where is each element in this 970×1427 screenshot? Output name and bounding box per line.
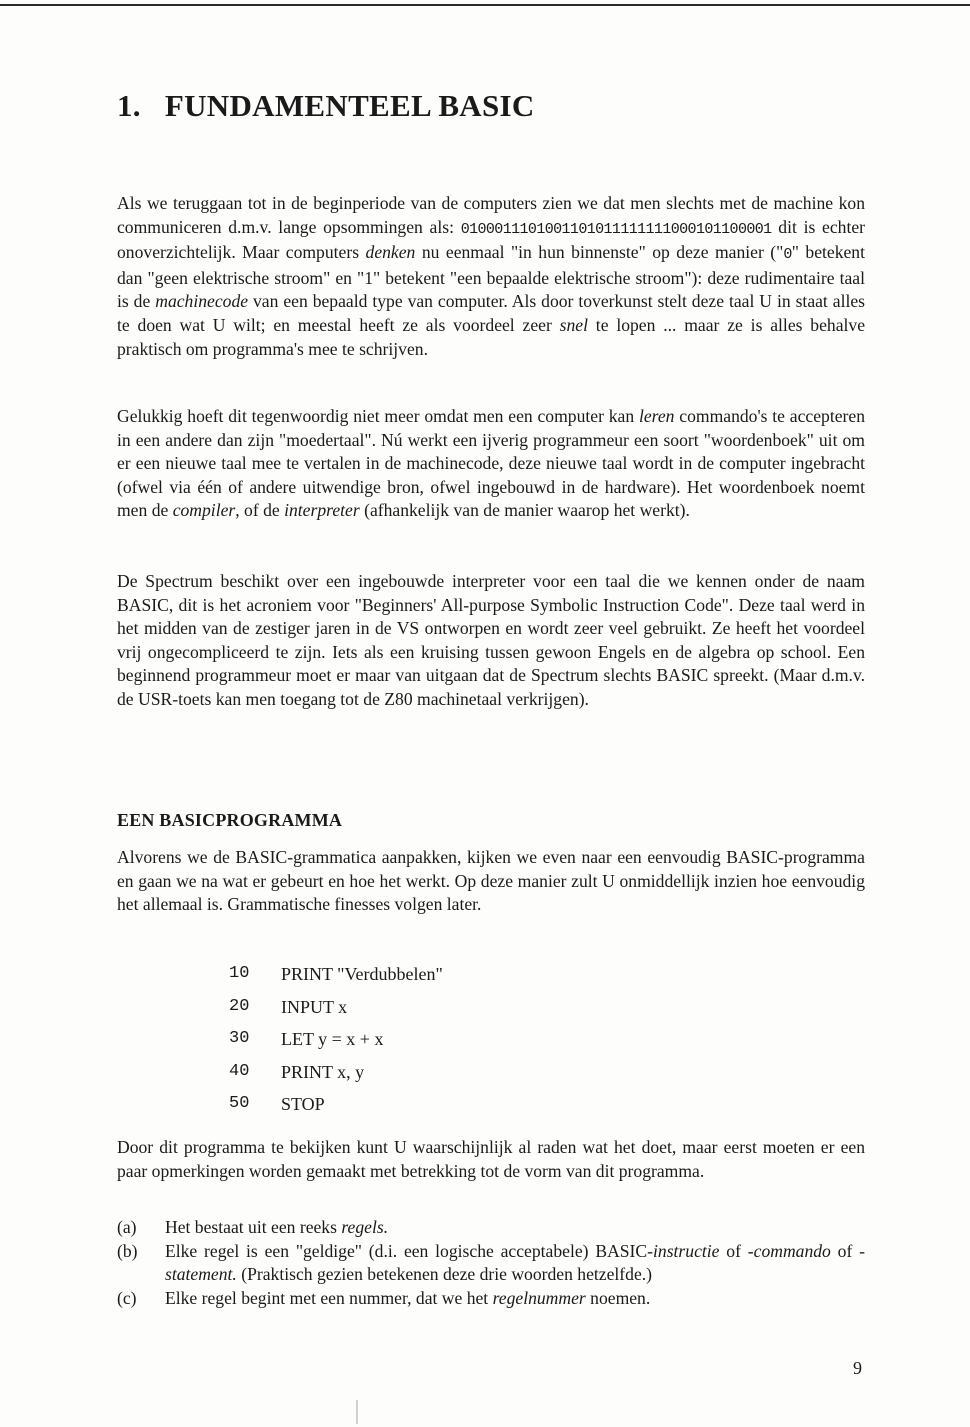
text-run: (Praktisch gezien betekenen deze drie woorden hetzelfde.) [236,1264,653,1285]
binary-example: 0100011101001101011111111000101100001 [460,220,772,238]
line-number: 50 [229,1094,250,1114]
emphasis-interpreter: interpreter [284,500,360,521]
emphasis-machinecode: machinecode [155,291,249,312]
list-marker: (b) [117,1240,138,1261]
basic-program-listing [229,964,443,1127]
chapter-number: 1. [117,88,141,123]
text-run: (afhankelijk van de manier waarop het werkt). [359,500,690,521]
text-run: Elke regel begint met een nummer, dat we het [165,1287,493,1308]
line-number: 20 [229,996,250,1016]
zero-digit: 0 [783,246,792,264]
text-run: Het bestaat uit een reeks [165,1217,342,1237]
text-run: Elke regel is een "geldige" (d.i. een logische acceptabele) BASIC- [165,1240,654,1261]
code-statement: INPUT x [281,996,348,1017]
line-number: 40 [229,1061,250,1081]
code-statement: STOP [281,1094,325,1115]
text-run: , of de [235,500,285,521]
code-statement: PRINT x, y [281,1061,365,1082]
remarks-list [117,1216,865,1310]
list-item [117,1216,865,1240]
text-run: commando's te accepteren in een andere dan zijn "moedertaal". Nú werkt een ijverig programmeur een soort "woordenboek" uit om er een nieuwe taal mee te vertalen in de machinecode, deze nieuwe taal wordt in de computer ingebracht (ofwel via één of andere uitwendige bron, ofwel ingebouwd in de hardware). Het woordenboek noemt men de [117,406,865,521]
list-item [117,1287,865,1311]
text-run: noemen. [585,1287,651,1308]
section-paragraph-1: Alvorens we de BASIC-grammatica aanpakken, kijken we even naar een eenvoudig BASIC-programma en gaan we na wat er gebeurt en hoe het werkt. Op deze manier zult U onmiddellijk inzien hoe eenvoudig het allemaal is. Grammatische finesses volgen later. [117,847,865,915]
emphasis-leren: leren [638,406,675,426]
text-run: of [830,1240,860,1261]
list-item-text [165,1287,865,1311]
text-run: dit is echter onoverzichtelijk. Maar computers [117,216,865,263]
code-statement: LET y = x + x [281,1029,384,1050]
text-run: te lopen ... maar ze is alles behalve praktisch om programma's mee te schrijven. [117,314,866,359]
section-paragraph-2: Door dit programma te bekijken kunt U waarschijnlijk al raden wat het doet, maar eerst moeten er een paar opmerkingen worden gemaakt met betrekking tot de vorm van dit programma. [117,1137,865,1181]
emphasis-snel: snel [559,314,588,335]
code-line [229,1062,443,1095]
emphasis-regels: regels. [341,1217,389,1237]
text-run: Gelukkig hoeft dit tegenwoordig niet meer omdat men een computer kan [117,406,639,426]
bottom-edge-mark [356,1400,358,1424]
list-item-text [165,1216,865,1240]
text-run: van een bepaald type van computer. Als door toverkunst stelt deze taal U in staat alles te doen wat U wilt; en meestal heeft ze als voordeel zeer [117,291,866,335]
intro-paragraph-2 [117,405,865,523]
emphasis-commando: -commando [747,1240,831,1261]
code-line [229,964,443,997]
emphasis-compiler: compiler [172,500,236,521]
line-number: 30 [229,1029,250,1049]
chapter-title-text: FUNDAMENTEEL BASIC [164,88,535,123]
emphasis-instructie: instructie [653,1240,720,1261]
code-line [229,1029,443,1062]
text-run: " betekent dan "geen elektrische stroom" en "1" betekent "een bepaalde elektrische stroom"): deze rudimentaire taal is de [117,242,865,312]
emphasis-statement: -statement. [165,1240,866,1285]
intro-paragraph-3: De Spectrum beschikt over een ingebouwde interpreter voor een taal die we kennen onder de naam BASIC, dit is het acroniem voor "Beginners' All-purpose Symbolic Instruction Code". Deze taal werd in het midden van de zestiger jaren in de VS ontworpen en wordt zeer veel gebruikt. Ze heeft het voordeel vrij ongecompliceerd te zijn. Iets als een kruising tussen gewoon Engels en de algebra op school. Een beginnend programmeur moet er maar van uitgaan dat de Spectrum slechts BASIC spreekt. (Maar d.m.v. de USR-toets kan men toegang tot de Z80 machinetaal verkrijgen). [117,571,865,709]
list-marker: (c) [117,1287,137,1308]
intro-paragraph-1 [117,192,865,361]
line-number: 10 [229,964,250,983]
emphasis-denken: denken [365,242,416,263]
emphasis-regelnummer: regelnummer [492,1287,586,1308]
text-run: Als we teruggaan tot in de beginperiode van de computers zien we dat men slechts met de machine kon communiceren d.m.v. lange opsommingen als: [117,193,865,237]
code-line [229,997,443,1030]
chapter-title [117,88,535,124]
text-run: nu eenmaal "in hun binnenste" op deze manier (" [415,242,784,263]
section-heading: EEN BASICPROGRAMMA [117,810,343,830]
list-item [117,1240,865,1287]
text-run: of [719,1240,748,1261]
top-edge-rule [0,4,970,6]
code-line [229,1094,443,1127]
list-marker: (a) [117,1217,137,1237]
list-item-text [165,1240,865,1287]
page-number: 9 [853,1358,862,1378]
code-statement: PRINT "Verdubbelen" [281,964,443,984]
